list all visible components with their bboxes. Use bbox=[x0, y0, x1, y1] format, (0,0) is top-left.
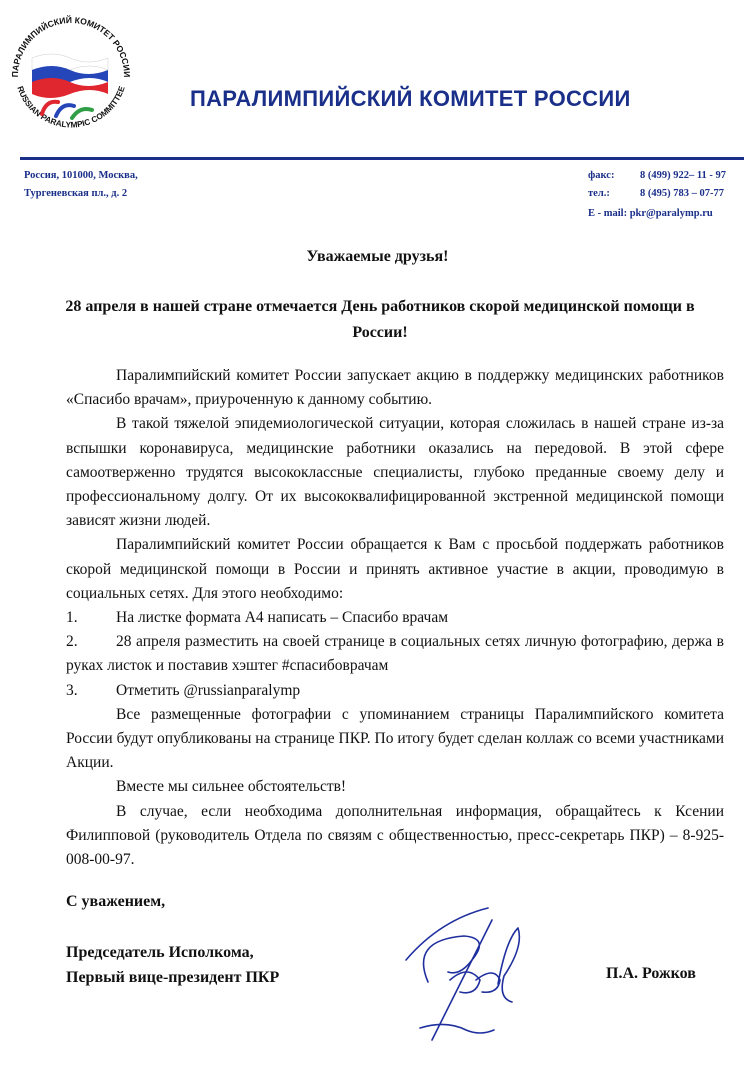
list-text: Отметить @russianparalymp bbox=[116, 681, 301, 699]
list-item bbox=[66, 606, 724, 630]
logo-text-top: ПАРАЛИМПИЙСКИЙ КОМИТЕТ РОССИИ bbox=[9, 14, 133, 78]
list-item bbox=[66, 630, 724, 678]
list-number: 1. bbox=[66, 609, 78, 627]
signer-name: П.А. Рожков bbox=[606, 965, 696, 982]
body-paragraph: Все размещенные фотографии с упоминанием страницы Паралимпийского комитета России будут опубликованы на странице ПКР. По итогу будет сделан коллаж со всеми участниками Акции. bbox=[66, 705, 724, 772]
list-item bbox=[66, 679, 724, 703]
header-divider bbox=[20, 157, 744, 160]
letter-greeting: Уважаемые друзья! bbox=[306, 248, 449, 265]
body-paragraph: В случае, если необходима дополнительная информация, обращайтесь к Ксении Филипповой (руководитель Отдела по связям с общественностью, пресс-секретарь ПКР) – 8-925-008-00-97. bbox=[66, 802, 724, 869]
body-paragraph: Вместе мы сильнее обстоятельств! bbox=[116, 778, 347, 796]
address-line: Россия, 101000, Москва, bbox=[24, 170, 138, 181]
phone-block bbox=[588, 167, 726, 203]
signer-position bbox=[66, 940, 279, 990]
list-text: На листке формата А4 написать – Спасибо врачам bbox=[116, 609, 449, 627]
body-paragraph: Паралимпийский комитет России обращается к Вам с просьбой поддержать работников скорой медицинской помощи в России и принять активное участие в акции, проводимую в социальных сетях. Для этого необходимо: bbox=[66, 536, 724, 602]
fax-label: факс: bbox=[588, 170, 615, 181]
body-paragraph: В такой тяжелой эпидемиологической ситуации, которая сложилась в нашей стране из-за вспышки коронавируса, медицинские работники оказались на передовой. В этой сфере самоотверженно трудятся высококлассные специалисты, глубоко преданные своему делу и профессиональному долгу. От их высококвалифицированной экстренной медицинской помощи зависят жизни людей. bbox=[66, 415, 724, 530]
list-text: 28 апреля разместить на своей странице в социальных сетях личную фотографию, держа в руках листок и поставив хэштег #спасибоврачам bbox=[66, 633, 724, 675]
letter-body bbox=[66, 364, 724, 872]
position-line: Председатель Исполкома, bbox=[66, 944, 254, 961]
closing-phrase: С уважением, bbox=[66, 893, 166, 910]
email-address: E - mail: pkr@paralymp.ru bbox=[588, 208, 713, 219]
list-number: 2. bbox=[66, 633, 78, 651]
tel-label: тел.: bbox=[588, 188, 610, 199]
position-line: Первый вице-президент ПКР bbox=[66, 969, 280, 986]
handwritten-signature bbox=[380, 880, 540, 1055]
flag-icon bbox=[32, 54, 108, 98]
logo-emblem-icon bbox=[2, 2, 140, 138]
fax-value: 8 (499) 922– 11 - 97 bbox=[640, 170, 727, 181]
list-number: 3. bbox=[66, 681, 78, 699]
tel-value: 8 (495) 783 – 07-77 bbox=[640, 188, 724, 199]
address-line: Тургеневская пл., д. 2 bbox=[24, 188, 128, 199]
address-block bbox=[24, 167, 138, 203]
letter-subheading: 28 апреля в нашей стране отмечается День работников скорой медицинской помощи в России! bbox=[65, 298, 695, 341]
organization-logo bbox=[2, 2, 140, 138]
logo-text-bottom: RUSSIAN PARALYMPIC COMMITTEE bbox=[15, 85, 127, 130]
body-paragraph: Паралимпийский комитет России запускает акцию в поддержку медицинских работников «Спасибо врачам», приуроченную к данному событию. bbox=[66, 367, 724, 409]
signature-icon bbox=[380, 880, 540, 1055]
organization-title: ПАРАЛИМПИЙСКИЙ КОМИТЕТ РОССИИ bbox=[190, 86, 631, 111]
